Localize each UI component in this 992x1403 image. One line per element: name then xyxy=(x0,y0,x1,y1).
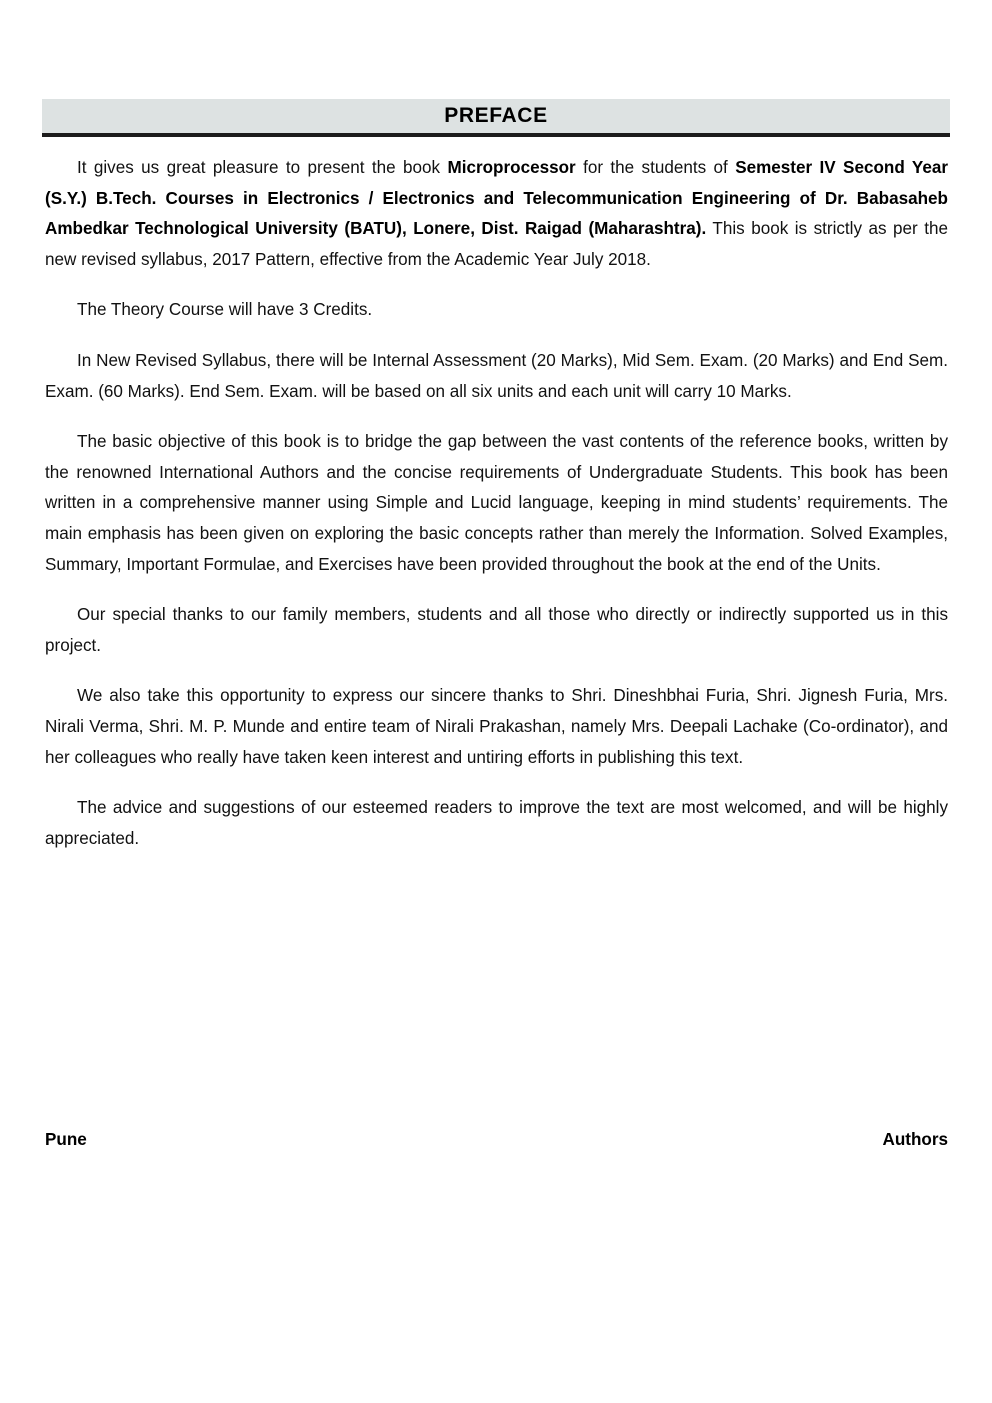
paragraph-intro-segment-3: This book is strictly as per the new revised syllabus, 2017 Pattern, effective from the Academic Year July 2018. xyxy=(45,219,948,269)
book-title-emphasis: Microprocessor xyxy=(447,158,576,177)
paragraph-intro xyxy=(45,153,948,275)
signature-row xyxy=(45,1127,948,1153)
paragraph-assessment: In New Revised Syllabus, there will be Internal Assessment (20 Marks), Mid Sem. Exam. (20 Marks) and End Sem. Exam. (60 Marks). End Sem. Exam. will be based on all six units and each unit will carry 10 Marks. xyxy=(45,350,948,401)
paragraph-feedback: The advice and suggestions of our esteemed readers to improve the text are most welcomed, and will be highly appreciated. xyxy=(45,798,948,848)
preface-header-band xyxy=(42,99,950,137)
paragraph-intro-segment-1: It gives us great pleasure to present the book xyxy=(77,158,448,177)
signature-authors: Authors xyxy=(882,1130,948,1149)
paragraph-publisher-thanks: We also take this opportunity to express our sincere thanks to Shri. Dineshbhai Furia, Shri. Jignesh Furia, Mrs. Nirali Verma, Shri. M. P. Munde and entire team of Nirali Prakashan, namely Mrs. Deepali Lachake (Co-ordinator), and her colleagues who really have taken keen interest and untiring efforts in publishing this text. xyxy=(45,686,948,767)
paragraph-objective: The basic objective of this book is to bridge the gap between the vast contents of the reference books, written by the renowned International Authors and the concise requirements of Undergraduate Students. This book has been written in a comprehensive manner using Simple and Lucid language, keeping in mind students’ requirements. The main emphasis has been given on exploring the basic concepts rather than merely the Information. Solved Examples, Summary, Important Formulae, and Exercises have been provided throughout the book at the end of the Units. xyxy=(45,432,948,574)
course-university-emphasis: Semester IV Second Year (S.Y.) B.Tech. Courses in Electronics / Electronics and Telecommunication Engineering of Dr. Babasaheb Ambedkar Technological University (BATU), Lonere, Dist. Raigad (Maharashtra). xyxy=(45,158,948,239)
page-title: PREFACE xyxy=(444,104,548,127)
paragraph-family-thanks: Our special thanks to our family members, students and all those who directly or indirectly supported us in this project. xyxy=(45,605,948,655)
paragraph-credits: The Theory Course will have 3 Credits. xyxy=(77,300,373,320)
paragraph-intro-segment-2: for the students of xyxy=(575,158,736,177)
signature-place: Pune xyxy=(45,1130,87,1149)
preface-body xyxy=(45,153,948,854)
